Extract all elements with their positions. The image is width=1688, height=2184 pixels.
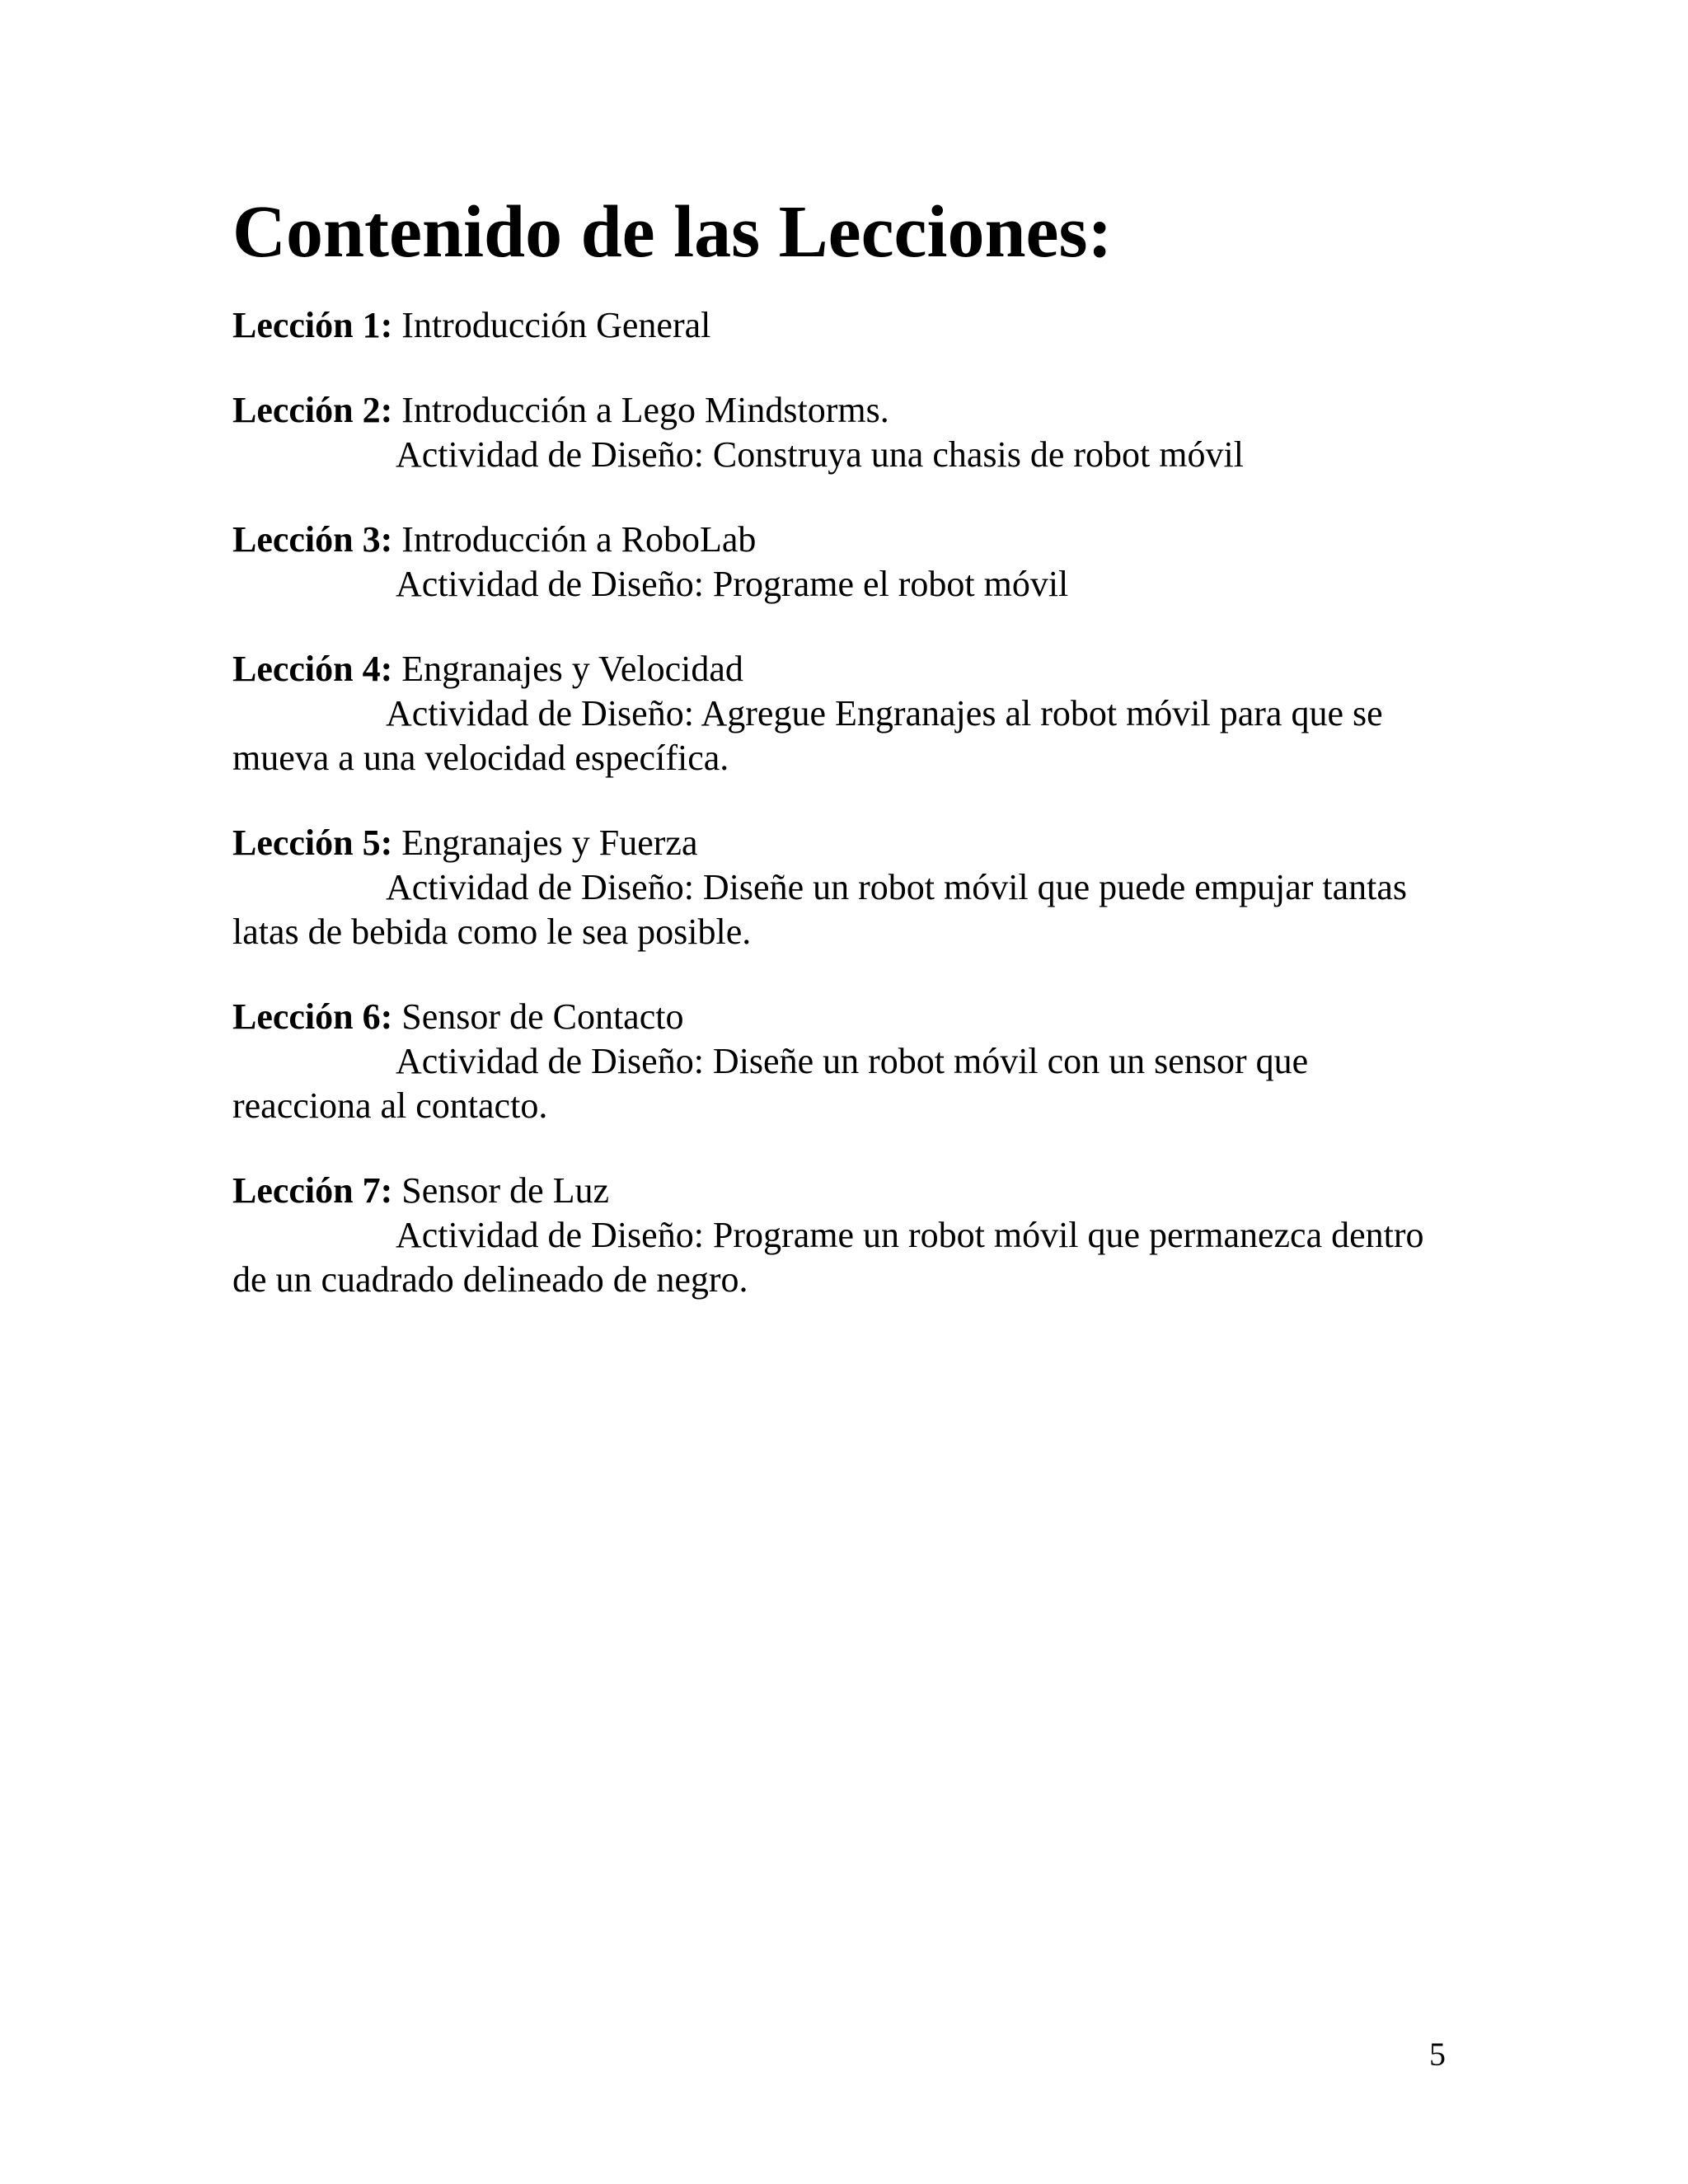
- lesson-label: Lección 2:: [232, 390, 393, 430]
- lesson-topic: Engranajes y Velocidad: [401, 649, 743, 689]
- lesson-label: Lección 3:: [232, 519, 393, 560]
- lesson-heading: [232, 518, 1452, 562]
- page-title: Contenido de las Lecciones:: [232, 191, 1113, 273]
- lesson-6: [232, 995, 1452, 1128]
- lesson-1: [232, 303, 1452, 348]
- lesson-topic: Engranajes y Fuerza: [401, 823, 698, 863]
- lesson-heading: [232, 647, 1452, 691]
- lesson-label: Lección 1:: [232, 305, 393, 345]
- lesson-topic: Sensor de Contacto: [401, 996, 684, 1037]
- lesson-7: [232, 1169, 1452, 1302]
- lesson-heading: [232, 1169, 1452, 1213]
- lesson-heading: [232, 995, 1452, 1039]
- lesson-activity: Actividad de Diseño: Diseñe un robot móvil con un sensor que reacciona al contacto.: [232, 1041, 1309, 1126]
- lesson-4: [232, 647, 1452, 780]
- lesson-label: Lección 5:: [232, 823, 393, 863]
- lesson-topic: Introducción a RoboLab: [401, 519, 757, 560]
- lesson-heading: [232, 303, 1452, 348]
- lesson-heading: [232, 821, 1452, 865]
- lesson-activity: Actividad de Diseño: Construya una chasis de robot móvil: [396, 434, 1244, 475]
- lesson-topic: Sensor de Luz: [401, 1170, 610, 1211]
- lesson-2: [232, 388, 1452, 477]
- lesson-heading: [232, 388, 1452, 433]
- lesson-activity: Actividad de Diseño: Programe un robot móvil que permanezca dentro de un cuadrado delineado de negro.: [232, 1215, 1424, 1300]
- lesson-list: [232, 303, 1452, 1343]
- page-number: 5: [1429, 2036, 1446, 2073]
- lesson-label: Lección 7:: [232, 1170, 393, 1211]
- lesson-label: Lección 4:: [232, 649, 393, 689]
- lesson-label: Lección 6:: [232, 996, 393, 1037]
- lesson-5: [232, 821, 1452, 954]
- lesson-3: [232, 518, 1452, 607]
- lesson-topic: Introducción General: [401, 305, 711, 345]
- lesson-activity: Actividad de Diseño: Programe el robot móvil: [396, 564, 1069, 604]
- lesson-activity: Actividad de Diseño: Agregue Engranajes al robot móvil para que se mueva a una velocidad específica.: [232, 693, 1383, 778]
- lesson-topic: Introducción a Lego Mindstorms.: [401, 390, 889, 430]
- lesson-activity: Actividad de Diseño: Diseñe un robot móvil que puede empujar tantas latas de bebida como le sea posible.: [232, 867, 1408, 952]
